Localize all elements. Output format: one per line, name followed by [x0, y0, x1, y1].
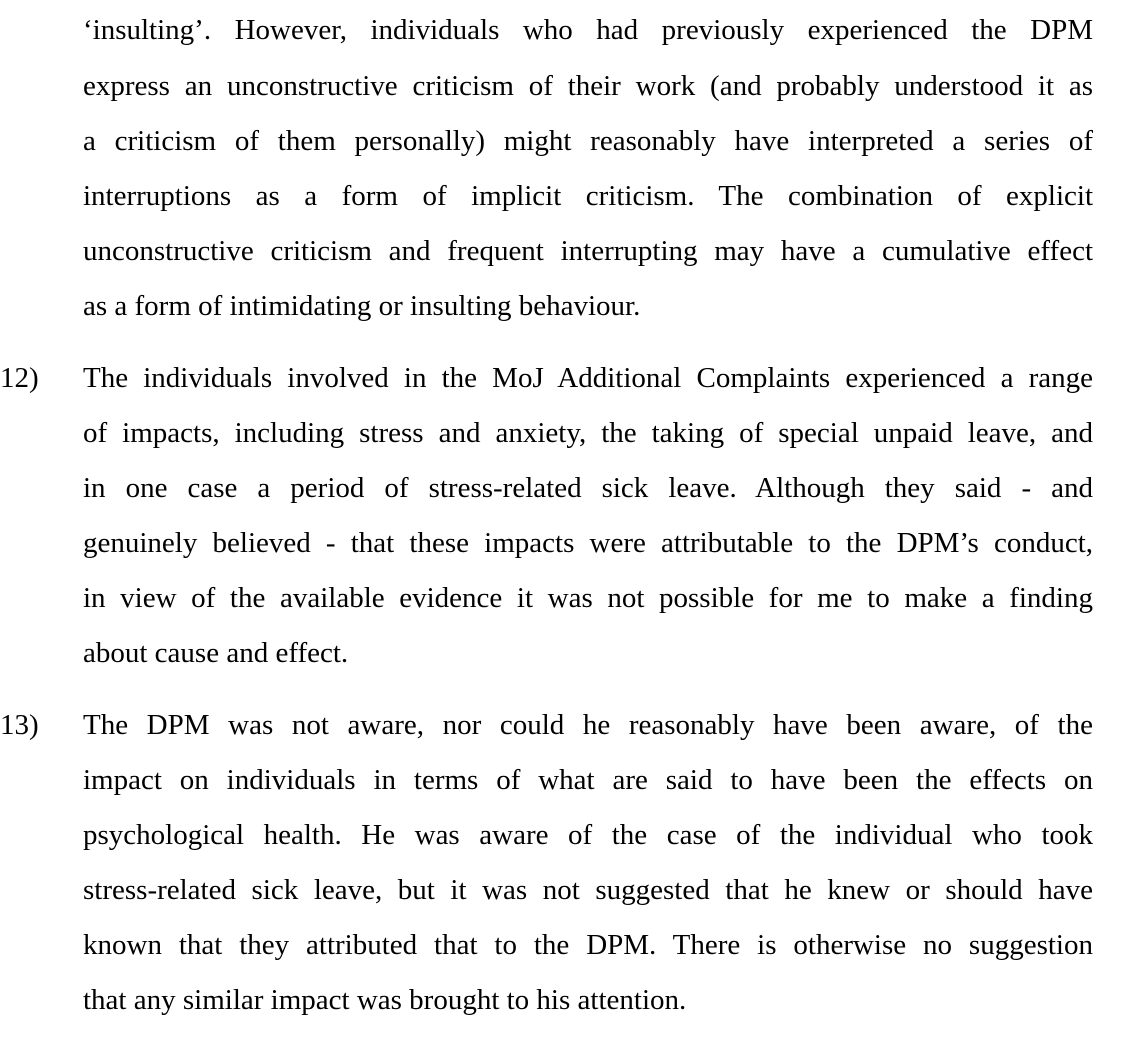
paragraph-line: psychological health. He was aware of the case of the individual who took: [83, 819, 1093, 851]
paragraph-line: a criticism of them personally) might reasonably have interpreted a series of: [83, 125, 1093, 157]
paragraph-line: The individuals involved in the MoJ Additional Complaints experienced a range: [83, 362, 1093, 394]
paragraph-line: unconstructive criticism and frequent interrupting may have a cumulative effect: [83, 235, 1093, 267]
paragraph-line: known that they attributed that to the DPM. There is otherwise no suggestion: [83, 929, 1093, 961]
paragraph-number: 13): [0, 709, 39, 741]
paragraph-line: express an unconstructive criticism of their work (and probably understood it as: [83, 70, 1093, 102]
paragraph-line: genuinely believed - that these impacts were attributable to the DPM’s conduct,: [83, 527, 1093, 559]
paragraph-line: interruptions as a form of implicit criticism. The combination of explicit: [83, 180, 1093, 212]
paragraph-line: stress-related sick leave, but it was not suggested that he knew or should have: [83, 874, 1093, 906]
paragraph-line: of impacts, including stress and anxiety, the taking of special unpaid leave, and: [83, 417, 1093, 449]
paragraph-line: in view of the available evidence it was not possible for me to make a finding: [83, 582, 1093, 614]
paragraph-line: about cause and effect.: [83, 637, 349, 669]
paragraph-line: as a form of intimidating or insulting behaviour.: [83, 290, 641, 322]
paragraph-line: impact on individuals in terms of what are said to have been the effects on: [83, 764, 1093, 796]
paragraph-number: 12): [0, 362, 39, 394]
paragraph-line: that any similar impact was brought to his attention.: [83, 984, 687, 1016]
paragraph-line: in one case a period of stress-related sick leave. Although they said - and: [83, 472, 1093, 504]
paragraph-line: The DPM was not aware, nor could he reasonably have been aware, of the: [83, 709, 1093, 741]
paragraph-line: ‘insulting’. However, individuals who had previously experienced the DPM: [83, 14, 1093, 46]
